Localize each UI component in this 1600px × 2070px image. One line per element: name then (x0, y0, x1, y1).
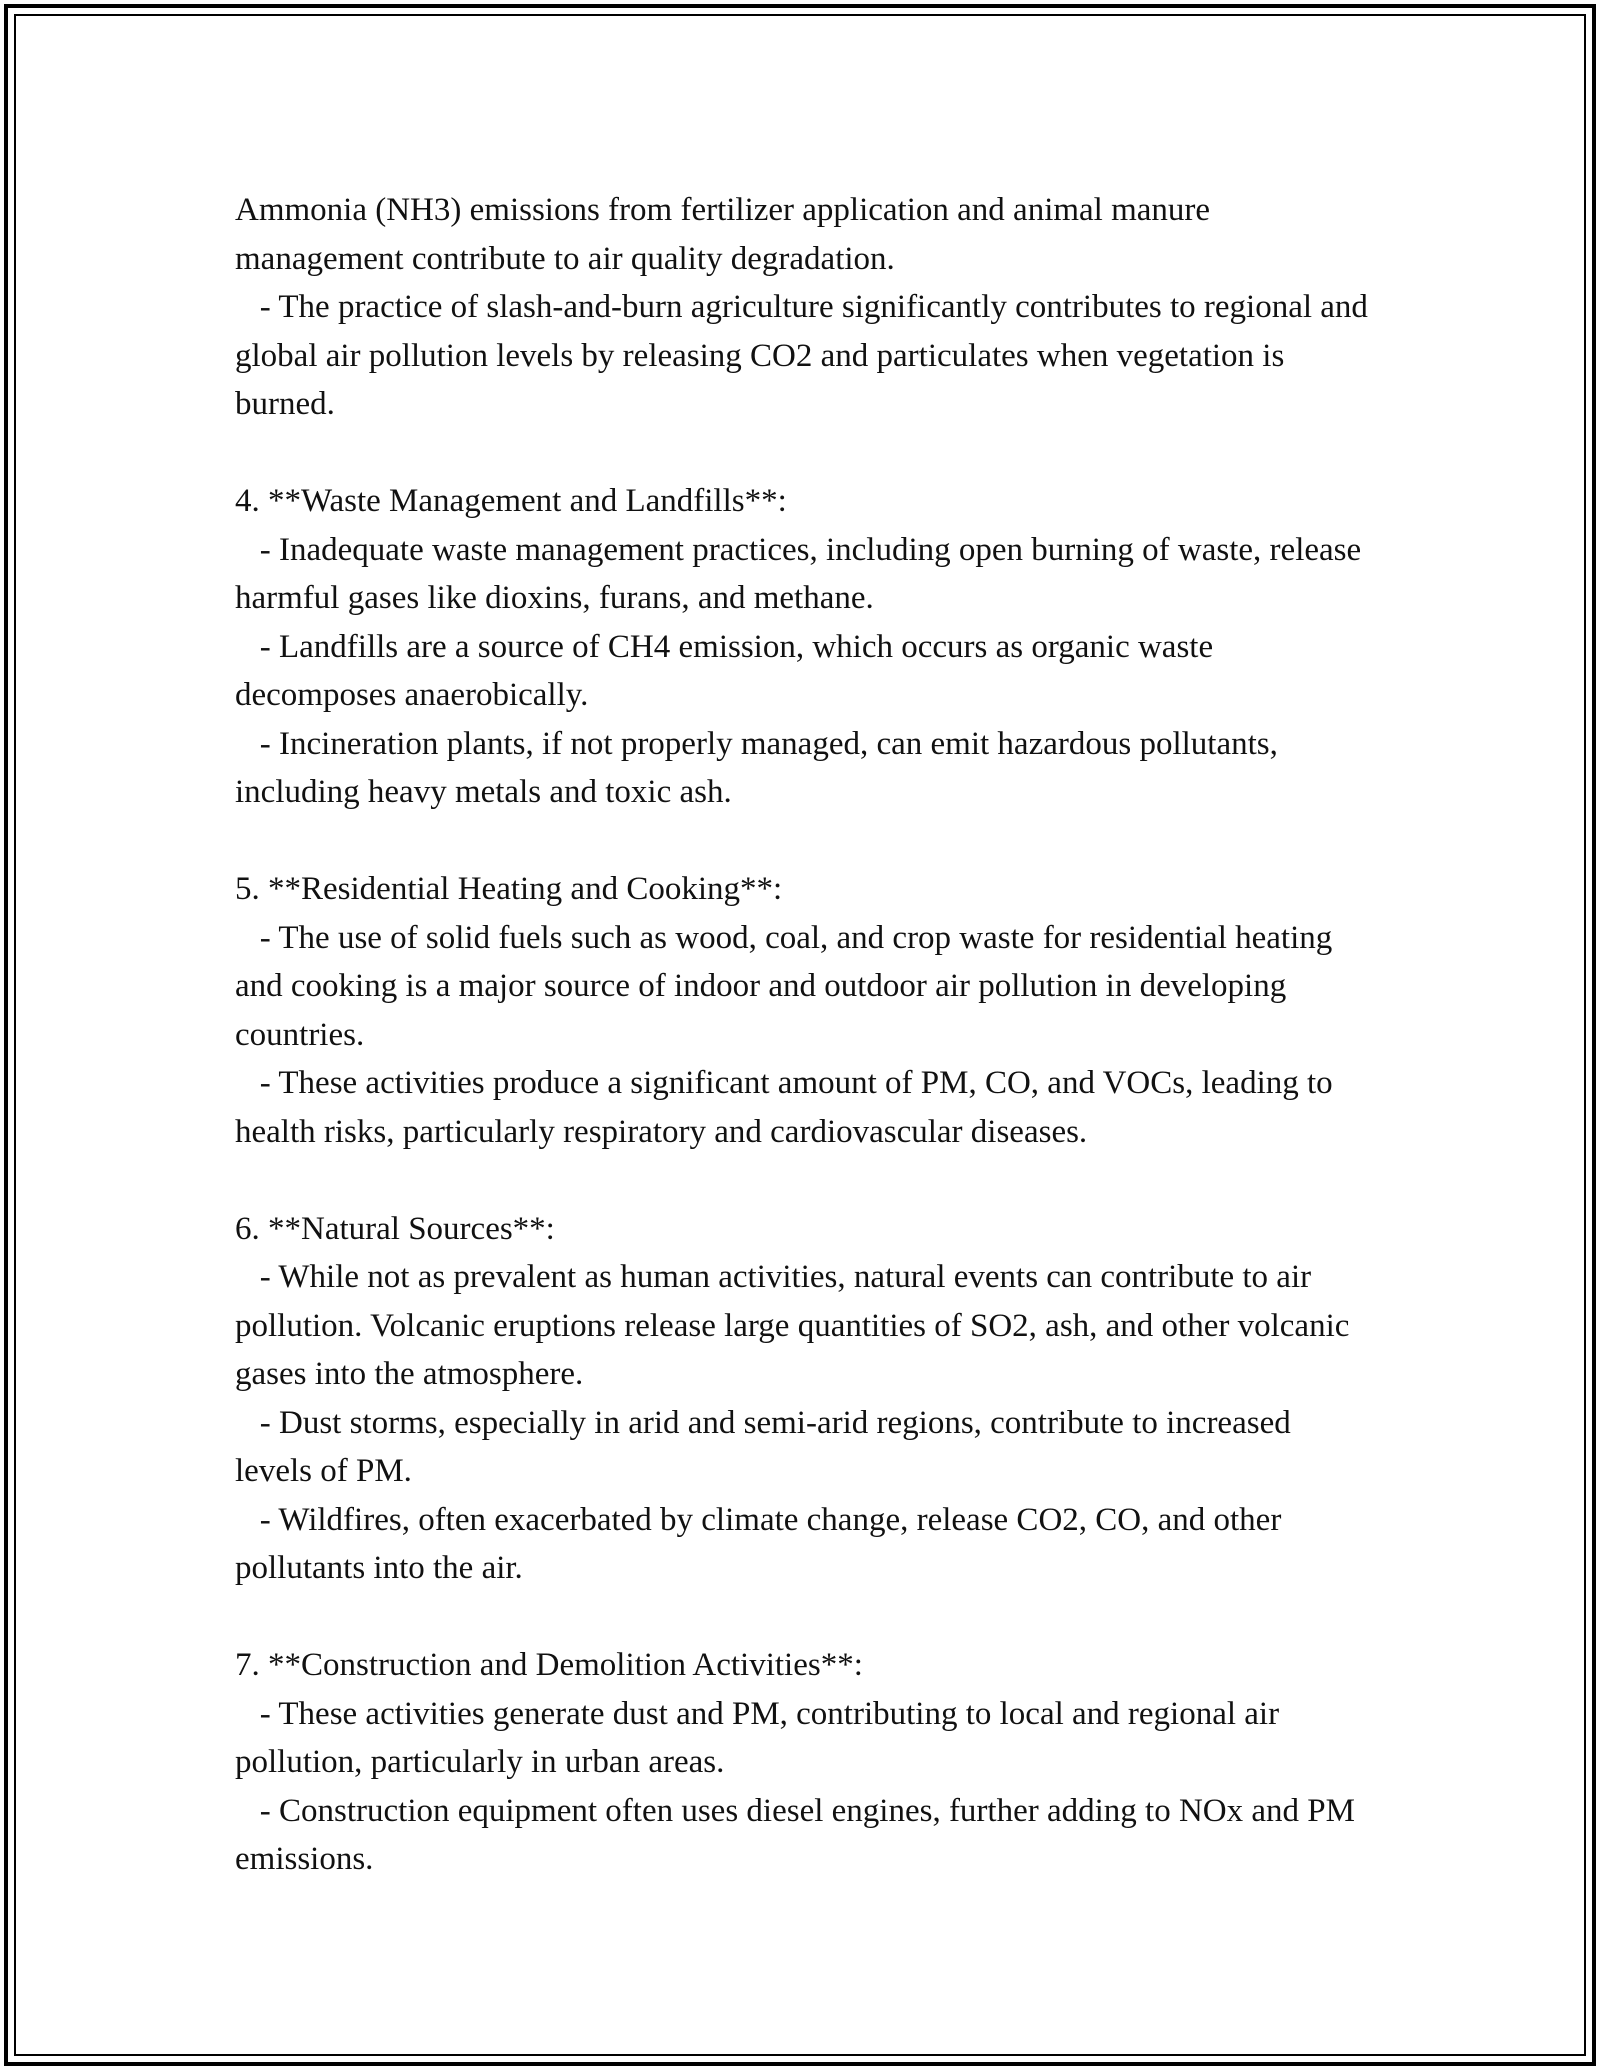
bullet-wildfires: - Wildfires, often exacerbated by climate change, release CO2, CO, and other pollutants into the air. (235, 1501, 1290, 1586)
bullet-incineration: - Incineration plants, if not properly managed, can emit hazardous pollutants, including heavy metals and toxic ash. (235, 725, 1287, 810)
heading-natural-sources: 6. **Natural Sources**: (235, 1210, 555, 1247)
bullet-landfills: - Landfills are a source of CH4 emission, which occurs as organic waste decomposes anaerobically. (235, 628, 1222, 713)
heading-residential: 5. **Residential Heating and Cooking**: (235, 871, 783, 907)
blank-line (235, 1156, 1375, 1205)
bullet-volcanic: - While not as prevalent as human activities, natural events can contribute to air pollution. Volcanic eruptions release large quantities of SO2, ash, and other volcanic gases into the atmosphere. (235, 1259, 1358, 1392)
bullet-slash-and-burn: - The practice of slash-and-burn agriculture significantly contributes to regional and global air pollution levels by releasing CO2 and particulates when vegetation is burned. (235, 289, 1377, 422)
bullet-health-risks: - These activities produce a significant amount of PM, CO, and VOCs, leading to health risks, particularly respiratory and cardiovascular diseases. (235, 1065, 1341, 1150)
bullet-diesel-engines: - Construction equipment often uses diesel engines, further adding to NOx and PM emissions. (235, 1792, 1364, 1877)
paragraph-ammonia: Ammonia (NH3) emissions from fertilizer application and animal manure management contribute to air quality degradation. (235, 192, 1219, 277)
document-body (235, 186, 1375, 1884)
blank-line (235, 1593, 1375, 1642)
bullet-solid-fuels: - The use of solid fuels such as wood, coal, and crop waste for residential heating and cooking is a major source of indoor and outdoor air pollution in developing countries. (235, 919, 1341, 1053)
heading-waste-management: 4. **Waste Management and Landfills**: (235, 483, 787, 519)
bullet-construction-dust: - These activities generate dust and PM, contributing to local and regional air pollution, particularly in urban areas. (235, 1695, 1288, 1780)
heading-construction: 7. **Construction and Demolition Activities**: (235, 1647, 863, 1683)
bullet-waste-practices: - Inadequate waste management practices, including open burning of waste, release harmful gases like dioxins, furans, and methane. (235, 531, 1370, 616)
blank-line (235, 429, 1375, 478)
blank-line (235, 817, 1375, 866)
bullet-dust-storms: - Dust storms, especially in arid and semi-arid regions, contribute to increased levels of PM. (235, 1404, 1299, 1489)
